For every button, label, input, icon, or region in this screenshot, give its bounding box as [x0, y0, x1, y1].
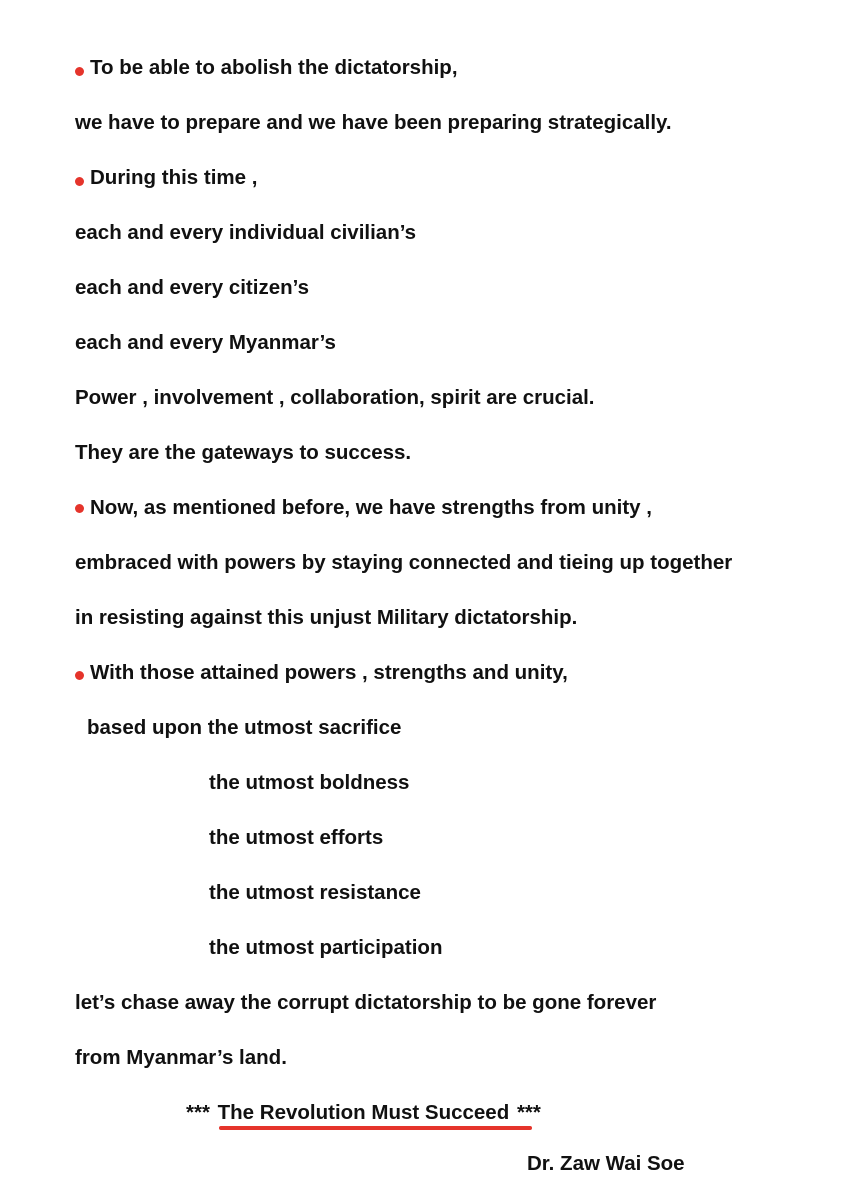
text-line: During this time , [90, 166, 258, 189]
text-line: based upon the utmost sacrifice [87, 716, 402, 739]
text-line: Now, as mentioned before, we have strengths from unity , [90, 496, 652, 519]
text-line: each and every Myanmar’s [75, 331, 336, 354]
text-line: from Myanmar’s land. [75, 1046, 287, 1069]
signature: Dr. Zaw Wai Soe [527, 1152, 685, 1175]
text-line: we have to prepare and we have been preparing strategically. [75, 111, 672, 134]
bullet-icon [75, 67, 84, 76]
slogan [186, 1101, 541, 1125]
text-line: embraced with powers by staying connected and tieing up together [75, 551, 733, 574]
text-line: each and every individual civilian’s [75, 221, 417, 244]
text-line: the utmost boldness [209, 771, 410, 794]
slogan-underline [219, 1126, 532, 1130]
bullet-icon [75, 504, 84, 513]
text-line: in resisting against this unjust Military dictatorship. [75, 606, 578, 629]
text-line: With those attained powers , strengths and unity, [90, 661, 568, 684]
text-line: Power , involvement , collaboration, spirit are crucial. [75, 386, 595, 409]
slogan-text: The Revolution Must Succeed [217, 1101, 510, 1124]
slogan-suffix: *** [516, 1101, 541, 1124]
text-line: let’s chase away the corrupt dictatorship to be gone forever [75, 991, 657, 1014]
text-line: the utmost participation [209, 936, 443, 959]
bullet-icon [75, 671, 84, 680]
text-line: To be able to abolish the dictatorship, [90, 56, 458, 79]
slogan-prefix: *** [186, 1101, 210, 1124]
text-line: the utmost resistance [209, 881, 421, 904]
bullet-icon [75, 177, 84, 186]
text-line: the utmost efforts [209, 826, 384, 849]
text-line: They are the gateways to success. [75, 441, 412, 464]
text-line: each and every citizen’s [75, 276, 309, 299]
